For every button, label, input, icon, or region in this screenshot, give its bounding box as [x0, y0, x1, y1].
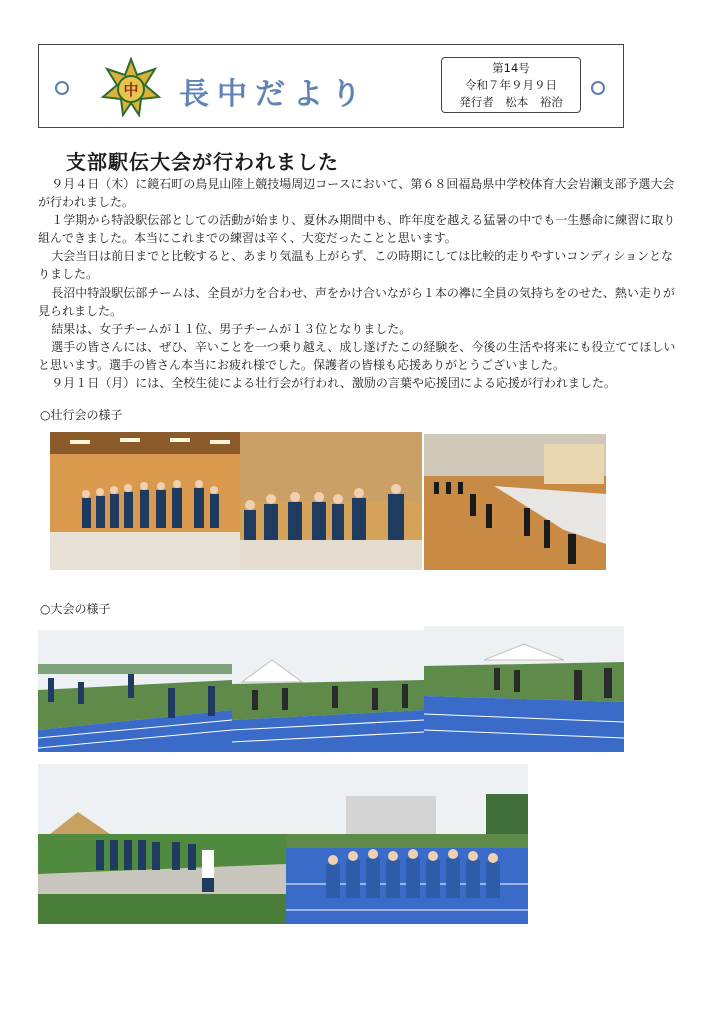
photo-send-off-stage-left — [50, 432, 240, 570]
circle-ornament-right — [591, 81, 605, 95]
paragraph: ９月１日（月）には、全校生徒による壮行会が行われ、激励の言葉や応援団による応援が行われました。 — [51, 376, 616, 391]
photo-race-team-field — [38, 764, 286, 924]
circle-ornament-left — [55, 81, 69, 95]
photo-send-off-stage-right — [240, 432, 422, 570]
photo-send-off-gym — [424, 434, 606, 570]
paragraph: 選手の皆さんには、ぜひ、辛いことを一つ乗り越え、成し遂げたこの経験を、今後の生活や将来にも役立ててほしいと思います。選手の皆さん本当にお疲れ様でした。保護者の皆様も応援ありがとうございました。 — [38, 339, 676, 372]
emblem-char: 中 — [123, 81, 139, 99]
photo-race-track-3 — [424, 626, 624, 752]
article-body — [38, 175, 684, 392]
paragraph: 長沼中特設駅伝部チームは、全員が力を合わせ、声をかけ合いながら１本の襷に全員の気持ちをのせた、熱い走りが見られました。 — [38, 285, 675, 318]
photo-race-team-group — [286, 764, 528, 924]
paragraph: 大会当日は前日までと比較すると、あまり気温も上がらず、この時期にしては比較的走りやすいコンディションとなりました。 — [38, 249, 674, 282]
section-label-race: ○大会の様子 — [40, 602, 111, 616]
masthead — [38, 44, 624, 128]
issue-number: 第14号 — [492, 61, 530, 75]
newsletter-title: 長中だより — [179, 77, 369, 112]
section-label-send-off: ○壮行会の様子 — [40, 408, 123, 422]
paragraph: １学期から特設駅伝部としての活動が始まり、夏休み期間中も、昨年度を越える猛暑の中でも一生懸命に練習に取り組んできました。本当にこれまでの練習は辛く、大変だったことと思います。 — [38, 213, 676, 246]
issue-date: 令和７年９月９日 — [465, 78, 557, 92]
school-emblem-icon — [101, 57, 161, 117]
article-headline: 支部駅伝大会が行われました — [66, 150, 339, 174]
paragraph: ９月４日（木）に鏡石町の鳥見山陸上競技場周辺コースにおいて、第６８回福島県中学校体育大会岩瀬支部予選大会が行われました。 — [38, 177, 675, 210]
issue-info-box — [441, 57, 581, 113]
publisher: 発行者 松本 裕治 — [459, 95, 563, 109]
photo-race-track-1 — [38, 630, 232, 752]
paragraph: 結果は、女子チームが１１位、男子チームが１３位となりました。 — [51, 321, 412, 336]
photo-race-track-2 — [232, 630, 424, 752]
